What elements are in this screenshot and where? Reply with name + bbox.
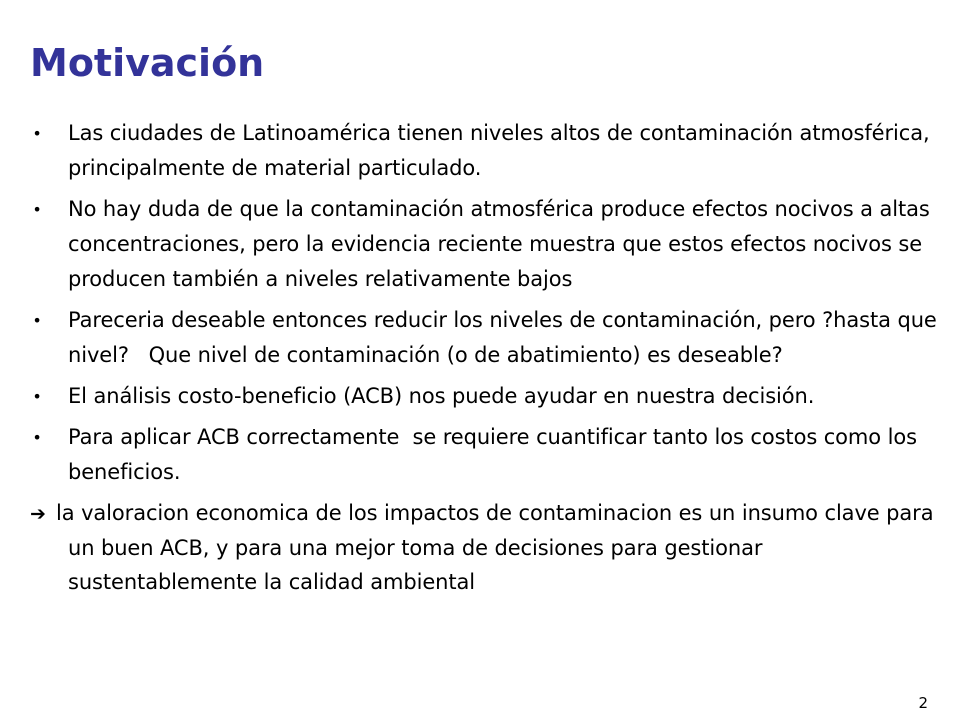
bullet-item [30, 379, 945, 414]
slide-content [30, 116, 945, 599]
slide-title: Motivación [30, 41, 265, 85]
bullet-item [30, 303, 945, 373]
bullet-text: Para aplicar ACB correctamente se requiere cuantificar tanto los costos como los beneficios. [68, 425, 924, 484]
conclusion-text: la valoracion economica de los impactos de contaminacion es un insumo clave para un buen ACB, y para una mejor toma de decisiones para gestionar sustentablemente la calidad ambiental [56, 501, 934, 594]
bullet-item [30, 192, 945, 297]
page-number: 2 [918, 694, 928, 712]
bullet-text: Las ciudades de Latinoamérica tienen niveles altos de contaminación atmosférica, principalmente de material particulado. [68, 121, 930, 180]
bullet-icon: • [32, 428, 42, 447]
bullet-icon: • [32, 124, 42, 143]
bullet-text: El análisis costo-beneficio (ACB) nos puede ayudar en nuestra decisión. [68, 384, 815, 408]
bullet-item [30, 116, 945, 186]
conclusion-item [30, 496, 945, 599]
bullet-text: Pareceria deseable entonces reducir los niveles de contaminación, pero ?hasta que nivel? Que nivel de contaminación (o de abatimiento) es deseable? [68, 308, 944, 367]
bullet-icon: • [32, 387, 42, 406]
bullet-text: No hay duda de que la contaminación atmosférica produce efectos nocivos a altas concentraciones, pero la evidencia reciente muestra que estos efectos nocivos se producen también a niveles relativamente bajos [68, 197, 930, 291]
bullet-item [30, 420, 945, 490]
bullet-icon: • [32, 200, 42, 219]
bullet-icon: • [32, 311, 42, 330]
arrow-right-icon: ➔ [30, 503, 46, 525]
conclusion-wrap [30, 496, 945, 599]
